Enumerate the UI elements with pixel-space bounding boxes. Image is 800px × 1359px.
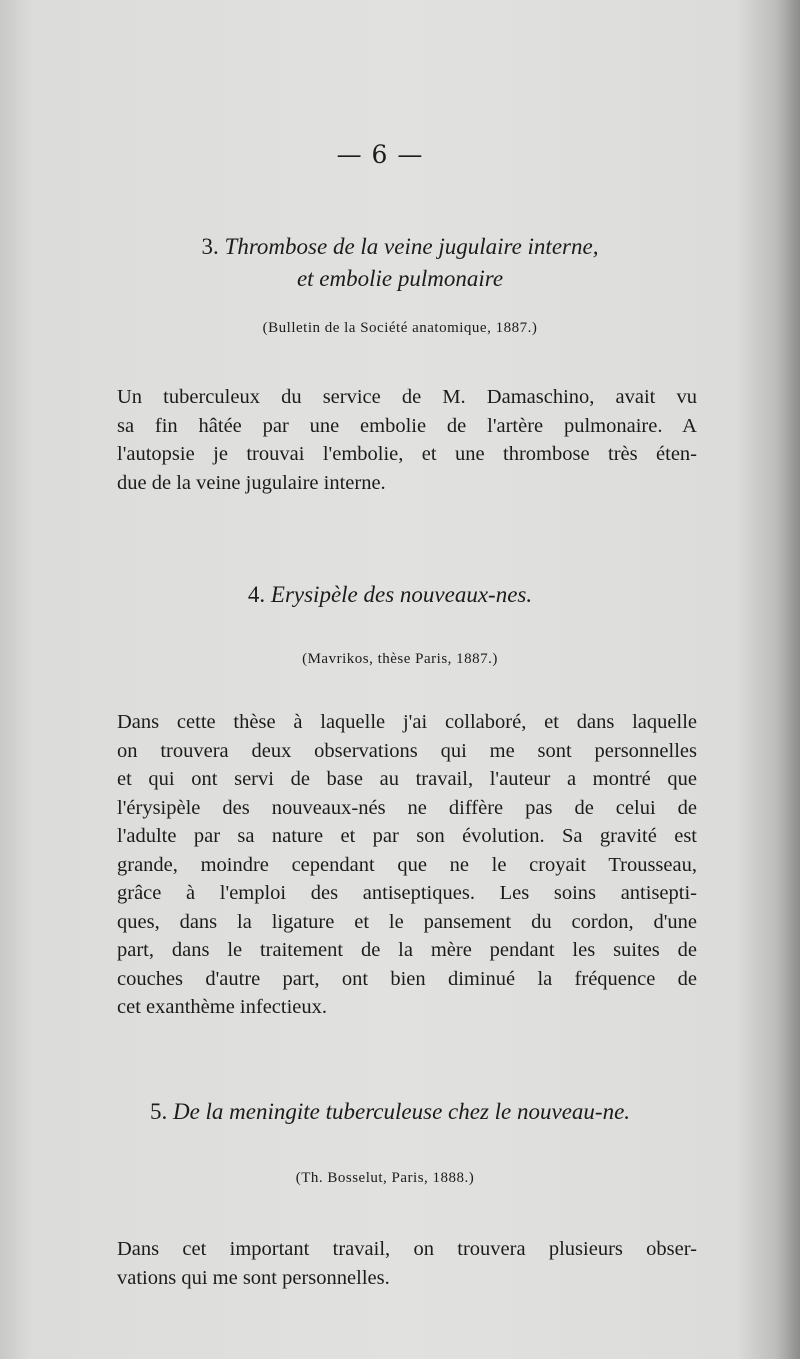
section-4-number: 4.	[247, 582, 266, 607]
section-3-source: (Bulletin de la Société anatomique, 1887.)	[262, 320, 538, 336]
section-3-title-line-2: et embolie pulmonaire	[296, 266, 504, 291]
body-line: l'adulte par sa nature et par son évolution. Sa gravité est	[117, 825, 697, 847]
section-4-title	[0, 578, 780, 612]
body-line: sa fin hâtée par une embolie de l'artère pulmonaire. A	[117, 414, 697, 437]
body-line: Dans cet important travail, on trouvera plusieurs obser-	[117, 1238, 697, 1260]
section-5-title	[0, 1095, 780, 1129]
body-line: ques, dans la ligature et le pansement du cordon, d'une	[117, 910, 697, 933]
body-line: on trouvera deux observations qui me sont personnelles	[117, 739, 697, 762]
body-line: grâce à l'emploi des antiseptiques. Les soins antisepti-	[117, 882, 697, 904]
body-line: cet exanthème infectieux.	[117, 996, 328, 1018]
section-5-number: 5.	[149, 1099, 168, 1124]
section-5-title-text: De la meningite tuberculeuse chez le nouveau-ne.	[172, 1099, 631, 1124]
body-line: part, dans le traitement de la mère pendant les suites de	[117, 939, 697, 961]
body-line: grande, moindre cependant que ne le croyait Trousseau,	[117, 853, 697, 876]
body-line: et qui ont servi de base au travail, l'auteur a montré que	[117, 768, 697, 790]
section-5-body	[117, 1235, 697, 1292]
body-line: couches d'autre part, ont bien diminué la fréquence de	[117, 967, 697, 990]
section-3-title-line-1	[0, 230, 800, 264]
body-line: l'autopsie je trouvai l'embolie, et une thrombose très éten-	[117, 443, 697, 465]
body-line: l'érysipèle des nouveaux-nés ne diffère pas de celui de	[117, 796, 697, 819]
body-line: due de la veine jugulaire interne.	[117, 471, 386, 494]
section-5-source: (Th. Bosselut, Paris, 1888.)	[295, 1170, 475, 1186]
section-4-title-text: Erysipèle des nouveaux-nes.	[270, 582, 533, 607]
section-3-body	[117, 383, 697, 497]
section-4-body	[117, 708, 697, 1022]
body-line: Un tuberculeux du service de M. Damaschino, avait vu	[117, 386, 697, 408]
body-line: Dans cette thèse à laquelle j'ai collaboré, et dans laquelle	[117, 711, 697, 733]
section-4-source: (Mavrikos, thèse Paris, 1887.)	[302, 651, 498, 667]
section-3-title-text: Thrombose de la veine jugulaire interne,	[224, 234, 599, 259]
page-number: — 6 —	[336, 140, 424, 169]
section-3-number: 3.	[201, 234, 219, 259]
body-line: vations qui me sont personnelles.	[117, 1266, 390, 1289]
